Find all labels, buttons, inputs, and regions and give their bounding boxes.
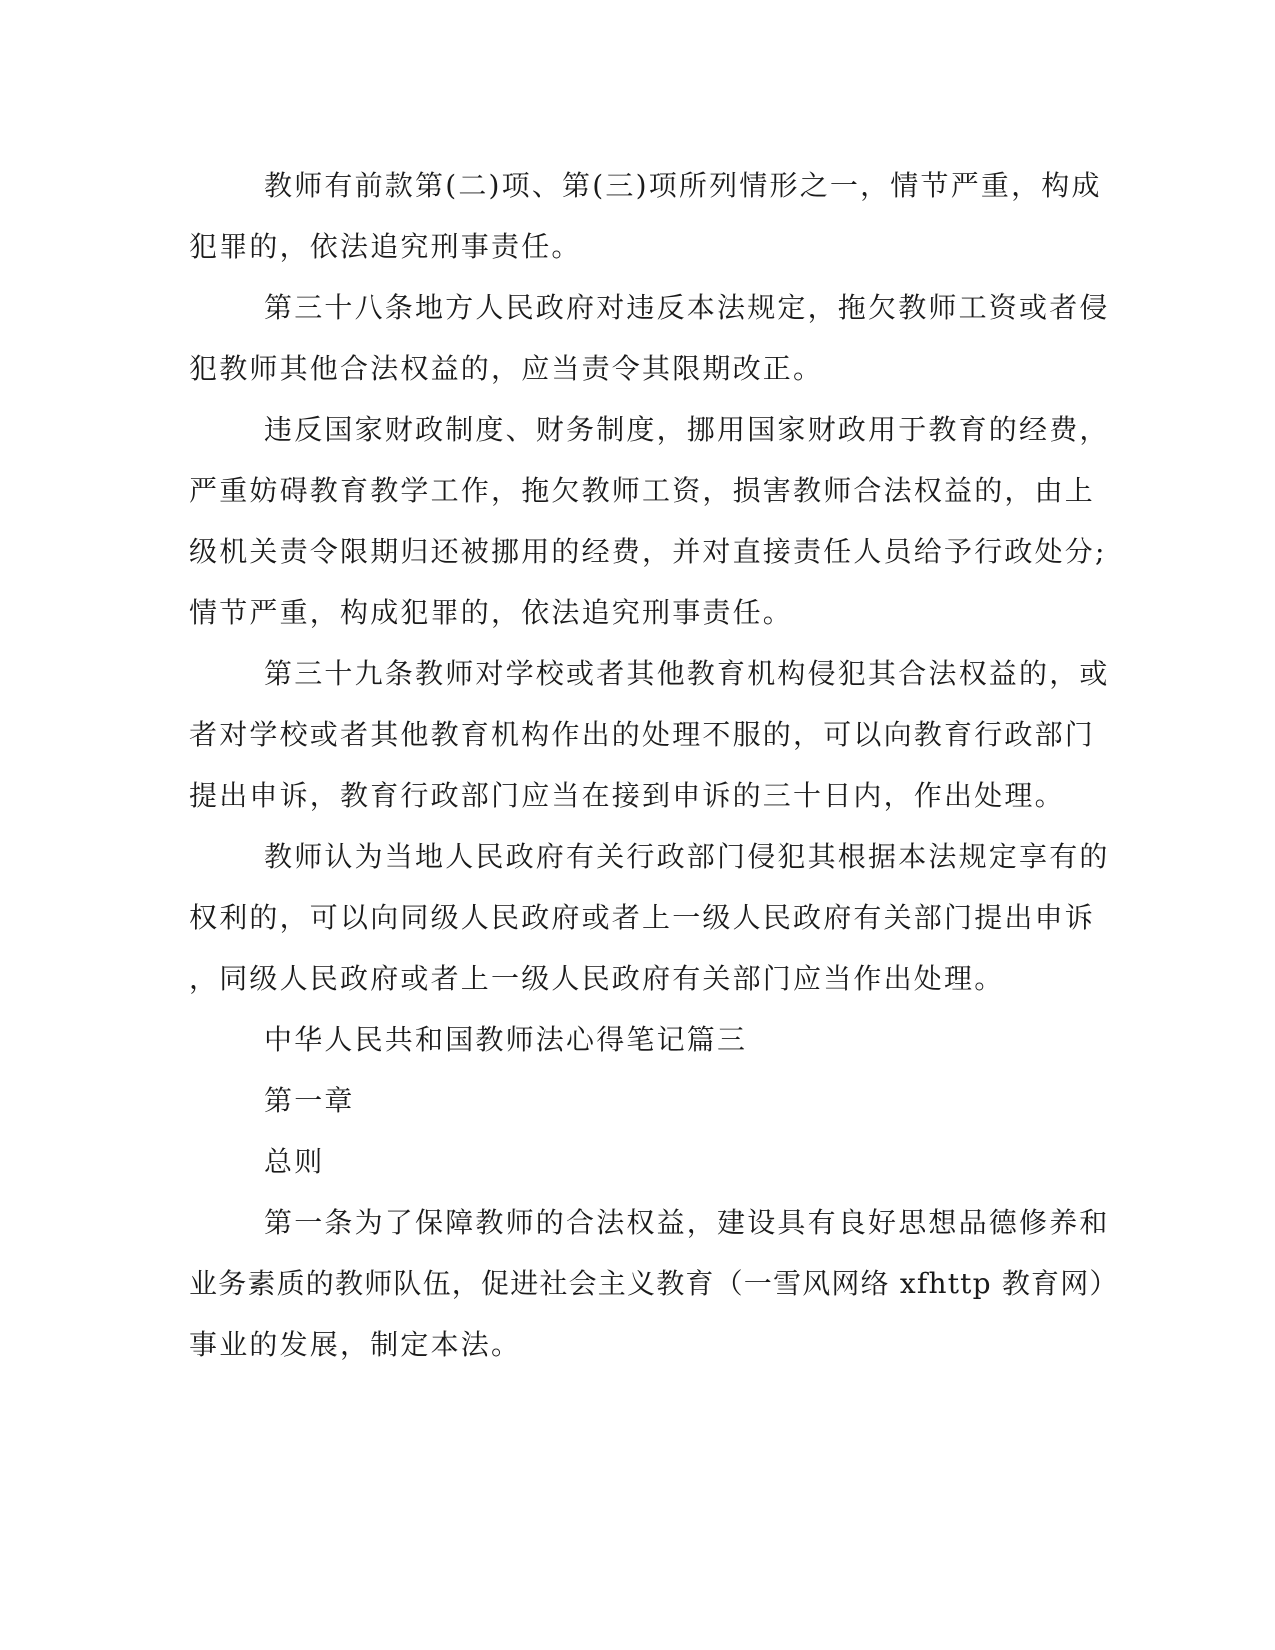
section-heading: 中华人民共和国教师法心得笔记篇三 [264,1023,748,1056]
paragraph-line: 违反国家财政制度、财务制度，挪用国家财政用于教育的经费， [264,413,1110,446]
paragraph-line: 犯罪的，依法追究刑事责任。 [189,230,582,263]
paragraph-line: 严重妨碍教育教学工作，拖欠教师工资，损害教师合法权益的，由上 [189,474,1096,507]
paragraph-line: 教师认为当地人民政府有关行政部门侵犯其根据本法规定享有的 [264,840,1110,873]
chapter-heading: 第一章 [264,1084,355,1117]
chapter-title: 总则 [264,1145,325,1178]
paragraph-line: 提出申诉，教育行政部门应当在接到申诉的三十日内，作出处理。 [189,779,1065,812]
paragraph-line: 事业的发展，制定本法。 [189,1328,522,1361]
paragraph-line: 第三十八条地方人民政府对违反本法规定，拖欠教师工资或者侵 [264,291,1110,324]
paragraph-line: 情节严重，构成犯罪的，依法追究刑事责任。 [189,596,794,629]
paragraph-line: 第三十九条教师对学校或者其他教育机构侵犯其合法权益的，或 [264,657,1110,690]
paragraph-line: 犯教师其他合法权益的，应当责令其限期改正。 [189,352,824,385]
paragraph-line: 者对学校或者其他教育机构作出的处理不服的，可以向教育行政部门 [189,718,1096,751]
paragraph-line: 业务素质的教师队伍，促进社会主义教育（一雪风网络 xfhttp 教育网） [189,1267,1119,1300]
paragraph-line: 教师有前款第(二)项、第(三)项所列情形之一，情节严重，构成 [264,169,1102,202]
paragraph-line: 第一条为了保障教师的合法权益，建设具有良好思想品德修养和 [264,1206,1110,1239]
document-body [189,155,1119,1375]
paragraph-line: 权利的，可以向同级人民政府或者上一级人民政府有关部门提出申诉 [189,901,1096,934]
paragraph-line: 级机关责令限期归还被挪用的经费，并对直接责任人员给予行政处分; [189,535,1107,568]
paragraph-line: ，同级人民政府或者上一级人民政府有关部门应当作出处理。 [189,962,1005,995]
